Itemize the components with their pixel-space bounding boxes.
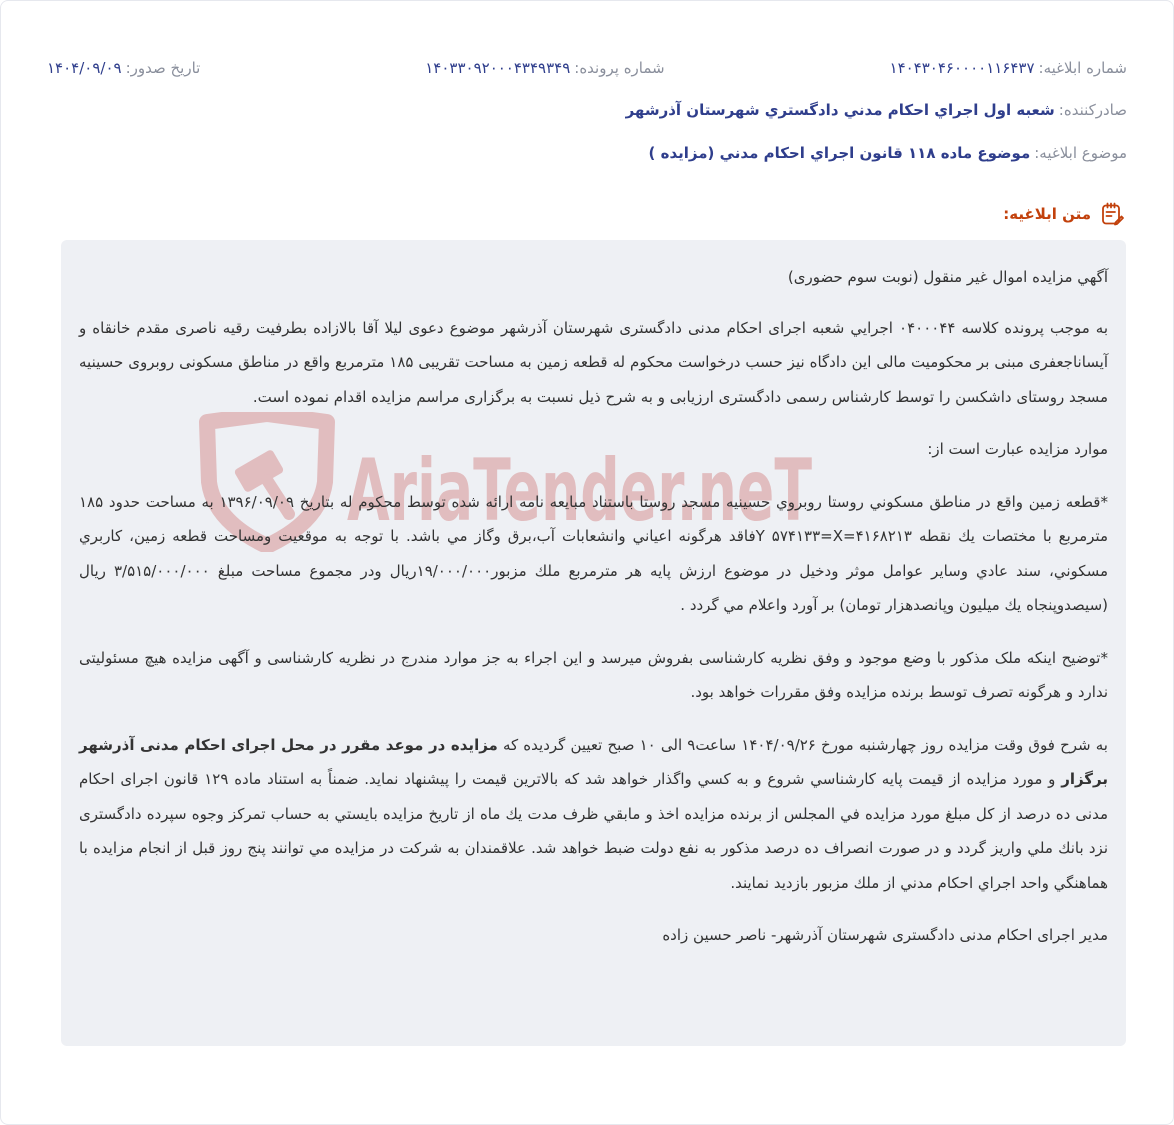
issuer	[626, 101, 1127, 119]
auction-terms-bold: مزايده در موعد مقرر در محل اجرای احکام مدنی آذرشهر برگزار	[79, 735, 1108, 788]
notice-heading: آگهي مزايده اموال غير منقول (نوبت سوم حضوری)	[787, 268, 1108, 286]
subject-value[interactable]: موضوع ماده ۱۱۸ قانون اجراي احكام مدني (مزايده )	[648, 144, 1031, 162]
paragraph-items-intro: موارد مزايده عبارت است از:	[927, 440, 1108, 458]
paragraph-property: *قطعه زمين واقع در مناطق مسكوني روستا روبروي حسينيه مسجد روستا باستناد مبايعه نامه ارائه شده توسط محكوم له بتاريخ ۱۳۹۶/۰۹/۰۹ به مساحت حدود ۱۸۵ مترمربع با مختصات يك نقطه ۴۱۶۸۲۱۳=Y ۵۷۴۱۳۳=Xفاقد هرگونه اعياني وانشعابات آب،برق وگاز مي باشد. با توجه به موقعيت ومساحت قطعه زمين، كاربري مسكوني، سند عادي وساير عوامل موثر ودخيل در موضوع ارزش پايه هر مترمربع ملك مزبور۱۹/۰۰۰/۰۰۰ريال ودر مجموع مساحت مبلغ ۳/۵۱۵/۰۰۰/۰۰۰ ريال (سيصدوپنجاه يك ميليون وپانصدهزار تومان) بر آورد واعلام مي گردد .	[79, 492, 1109, 614]
signature: مدیر اجرای احکام مدنی دادگستری شهرستان آذرشهر- ناصر حسین زاده	[662, 926, 1108, 944]
paragraph-case: به موجب پرونده كلاسه ۰۴۰۰۰۴۴ اجرايي شعبه اجرای احکام مدنی دادگستری شهرستان آذرشهر موضوع دعوی لیلا آقا بالازاده بطرفیت رقیه ناصری مقدم خانقاه و آیساناجعفری مبنی بر محکومیت مالی این دادگاه نیز حسب درخواست محکوم له قطعه زمین به مساحت تقریبی ۱۸۵ مترمربع واقع در مناطق مسکونی روبروی حسینیه مسجد روستای داشکسن را توسط کارشناس رسمی دادگستری ارزیابی و به شرح ذیل نسبت به برگزاری مراسم مزایده اقدام نموده است.	[79, 318, 1109, 406]
notice-number-value[interactable]: ۱۴۰۴۳۰۴۶۰۰۰۰۱۱۶۴۳۷	[889, 59, 1035, 77]
issue-date-value[interactable]: ۱۴۰۴/۰۹/۰۹	[47, 59, 122, 77]
case-number-value[interactable]: ۱۴۰۳۳۰۹۲۰۰۰۴۳۴۹۳۴۹	[425, 59, 571, 77]
issue-date-label: تاریخ صدور:	[125, 59, 201, 77]
section-title	[1003, 201, 1125, 227]
meta-row-subject	[47, 144, 1127, 162]
section-title-text: متن ابلاغیه:	[1003, 205, 1091, 223]
watermark-text: AriaTender.neT	[347, 441, 813, 541]
auction-terms-end: و مورد مزايده از قيمت پايه كارشناسي شروع و به كسي واگذار خواهد شد كه بالاترين قيمت را پيشنهاد نمايد. ضمناً به استناد ماده ۱۲۹ قانون اجرای احکام مدنی ده درصد از کل مبلغ مورد مزايده في المجلس از برنده مزايده اخذ و مابقي ظرف مدت يك ماه از تاريخ مزايده بايستي به حساب تمركز وجوه سپرده دادگستری نزد بانك ملي واريز گردد و در صورت انصراف ده درصد مذكور به نفع دولت ضبط خواهد شد. علاقمندان به شركت در مزايده مي توانند پنج روز قبل از انجام مزايده با هماهنگي واحد اجراي احكام مدني از ملك مزبور بازديد نمايند.	[79, 770, 1108, 892]
auction-terms-start: به شرح فوق وقت مزايده روز چهارشنبه مورخ ۱۴۰۴/۰۹/۲۶ ساعت۹ الی ۱۰ صبح تعيين گرديده كه	[497, 735, 1108, 754]
case-number	[425, 59, 664, 77]
subject	[649, 144, 1127, 162]
subject-label: موضوع ابلاغیه:	[1034, 144, 1127, 162]
issuer-value[interactable]: شعبه اول اجراي احكام مدني دادگستري شهرستان آذرشهر	[625, 101, 1055, 119]
notice-number-label: شماره ابلاغیه:	[1038, 59, 1127, 77]
meta-row-numbers	[47, 59, 1127, 77]
meta-row-issuer	[47, 101, 1127, 119]
notice-number	[890, 59, 1127, 77]
paragraph-disclaimer: *توضیح اینکه ملک مذکور با وضع موجود و وفق نظریه کارشناسی بفروش میرسد و این اجراء به جز موارد مندرج در نظریه کارشناسی و آگهی مزایده هیچ مسئولیتی ندارد و هرگونه تصرف توسط برنده مزایده وفق مقررات خواهد بود.	[79, 648, 1108, 701]
case-number-label: شماره پرونده:	[574, 59, 665, 77]
paragraph-auction-terms	[79, 728, 1108, 901]
issue-date	[47, 59, 200, 77]
notepad-icon	[1099, 201, 1125, 227]
notice-body	[61, 240, 1126, 1046]
issuer-label: صادرکننده:	[1058, 101, 1127, 119]
